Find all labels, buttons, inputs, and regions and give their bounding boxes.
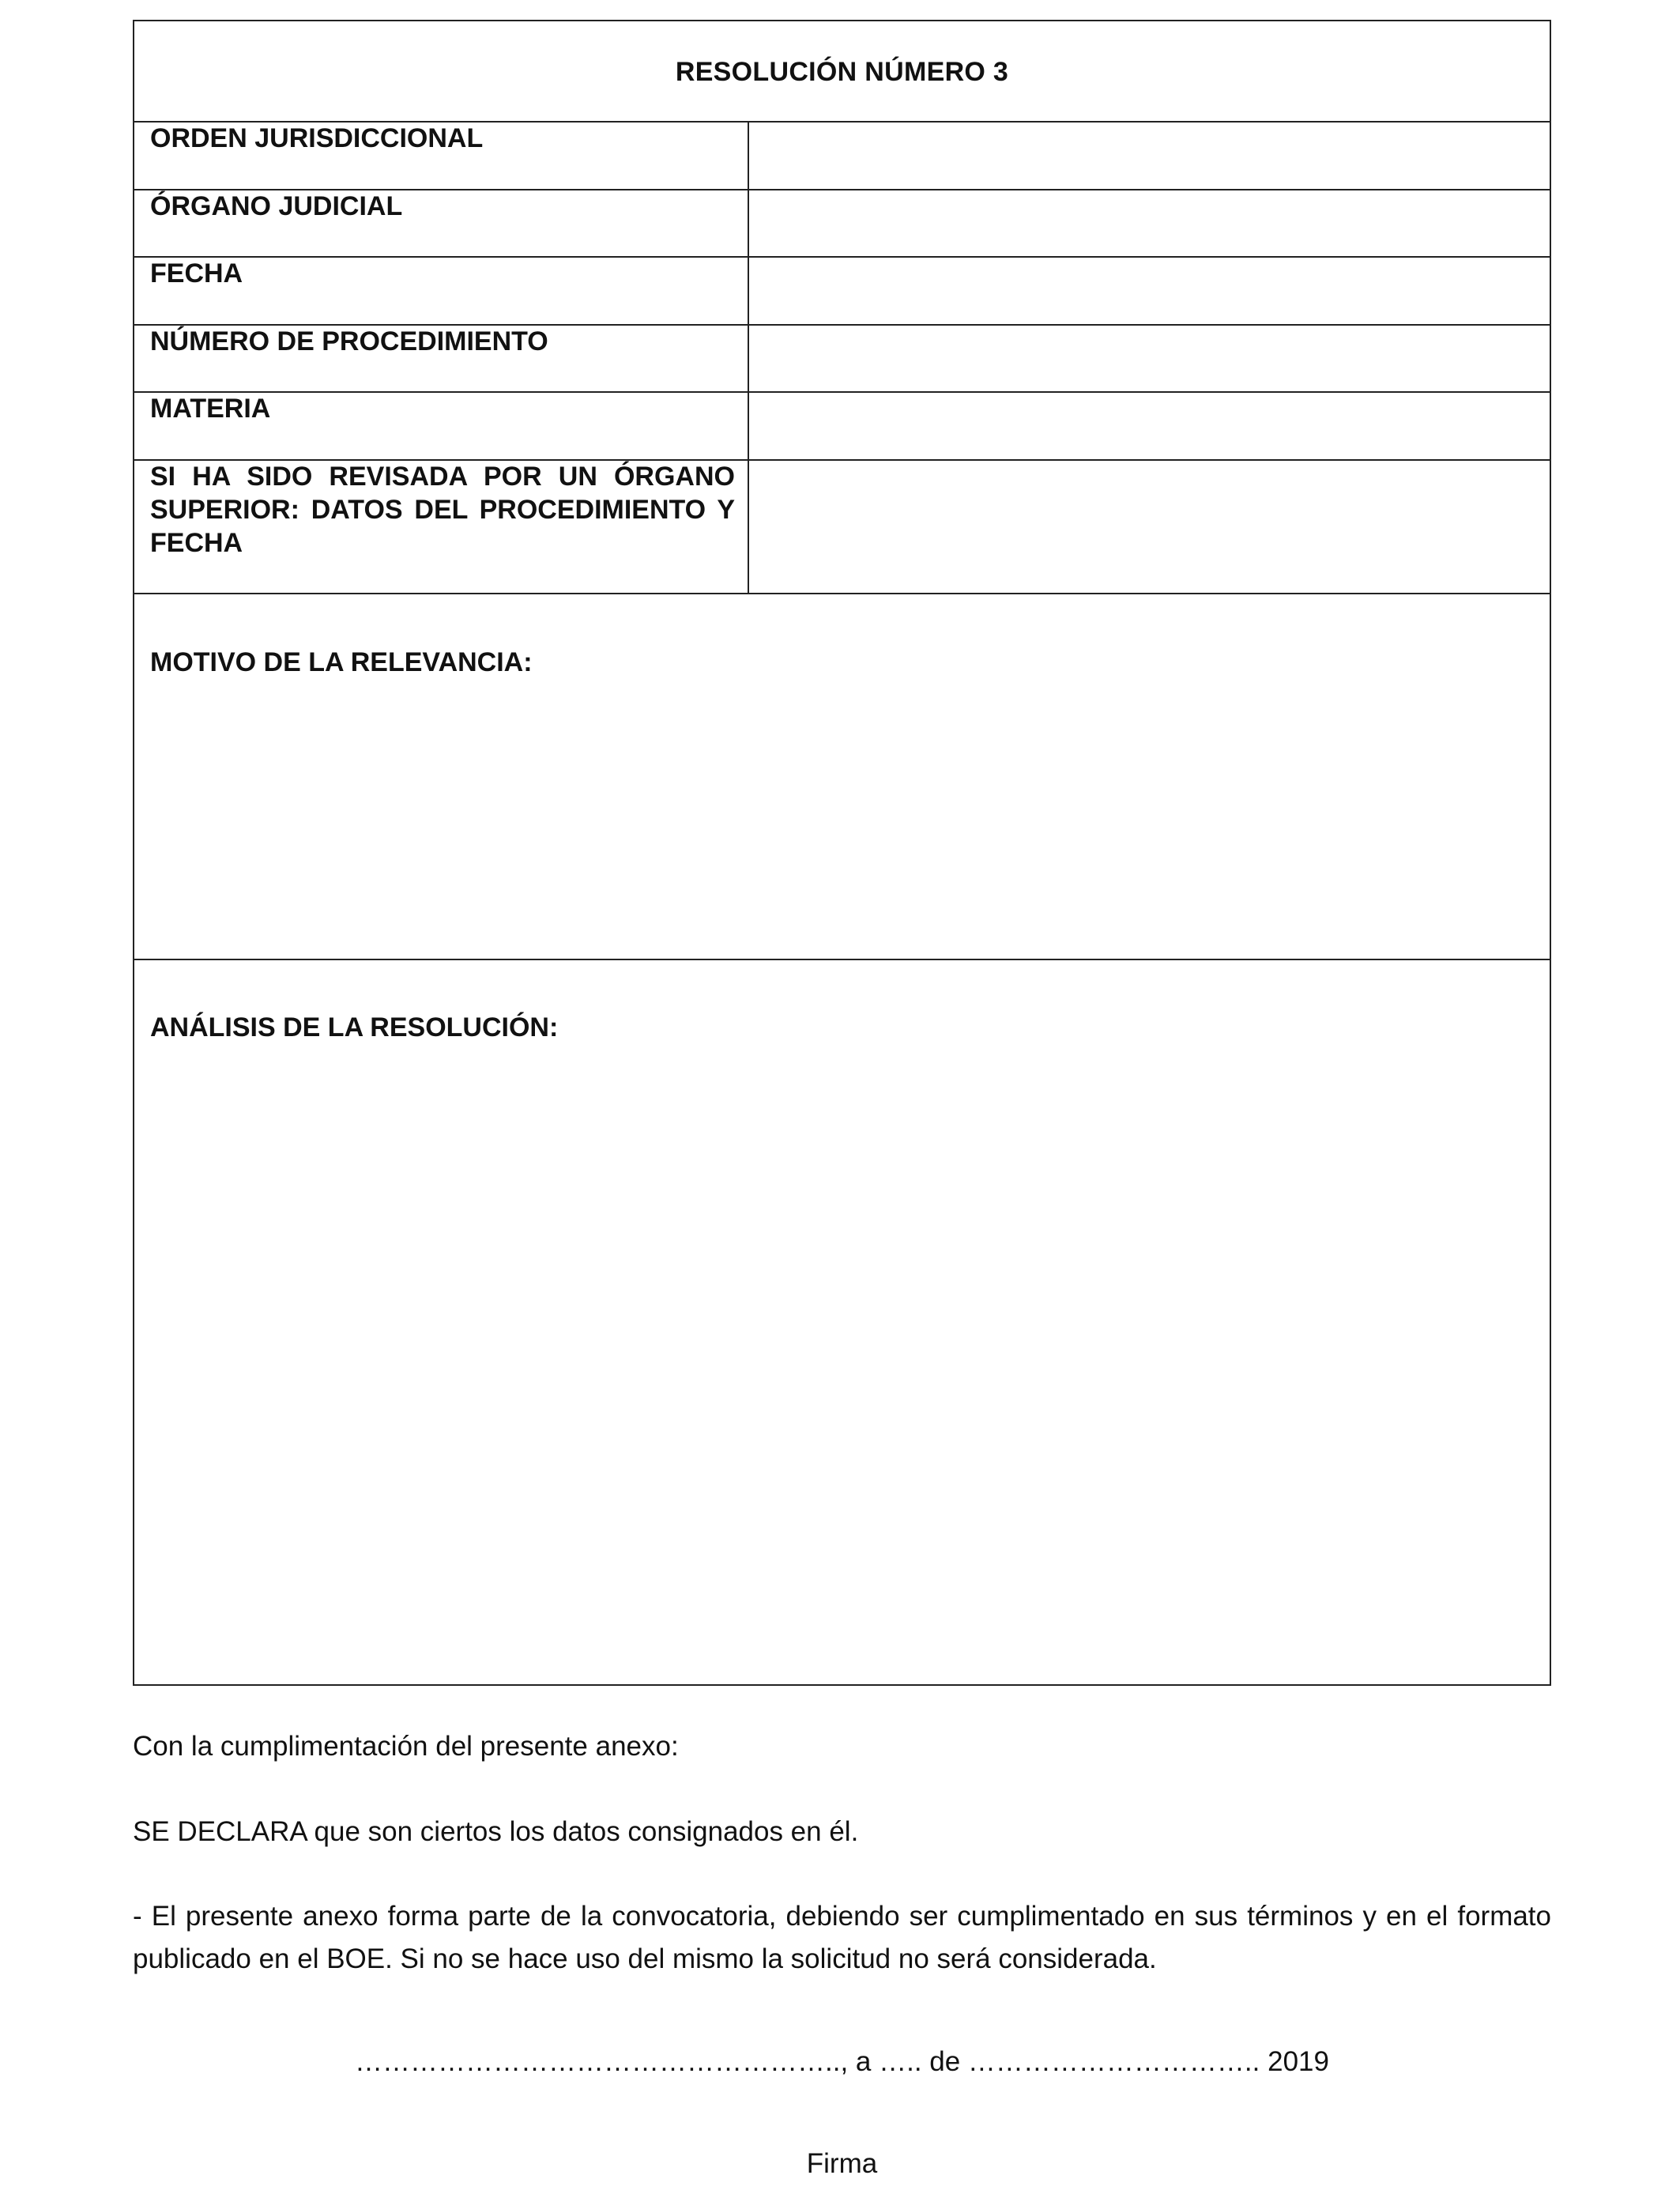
row-divider	[134, 593, 1550, 594]
field-label-numero-procedimiento: NÚMERO DE PROCEDIMIENTO	[150, 326, 548, 356]
form-title: RESOLUCIÓN NÚMERO 3	[675, 57, 1009, 87]
field-label-organo-judicial: ÓRGANO JUDICIAL	[150, 191, 403, 221]
field-value-materia[interactable]	[749, 393, 1551, 459]
field-label-orden-jurisdiccional: ORDEN JURISDICCIONAL	[150, 123, 484, 153]
signature-label: Firma	[806, 2148, 878, 2179]
declaration-intro: Con la cumplimentación del presente anexo:	[133, 1731, 679, 1762]
resolution-form-table	[133, 20, 1551, 1686]
field-value-orden-jurisdiccional[interactable]	[749, 123, 1551, 189]
field-value-revision-superior[interactable]	[749, 461, 1551, 593]
place-date-line: …………………………………………….., a ….. de ………………………….. 2019	[355, 2046, 1329, 2077]
field-value-organo-judicial[interactable]	[749, 190, 1551, 256]
row-divider	[134, 959, 1550, 960]
declaration-statement: SE DECLARA que son ciertos los datos consignados en él.	[133, 1816, 859, 1847]
motivo-relevancia-label: MOTIVO DE LA RELEVANCIA:	[150, 647, 533, 677]
field-label-materia: MATERIA	[150, 394, 271, 424]
analisis-resolucion-label: ANÁLISIS DE LA RESOLUCIÓN:	[150, 1012, 559, 1042]
field-value-numero-procedimiento[interactable]	[749, 326, 1551, 391]
field-label-fecha: FECHA	[150, 258, 243, 288]
declaration-note: - El presente anexo forma parte de la convocatoria, debiendo ser cumplimentado en sus términos y en el formato publicado en el BOE. Si no se hace uso del mismo la solicitud no será considerada.	[133, 1901, 1551, 1974]
field-label-revision-superior: SI HA SIDO REVISADA POR UN ÓRGANO SUPERIOR: DATOS DEL PROCEDIMIENTO Y FECHA	[150, 462, 735, 558]
field-value-fecha[interactable]	[749, 258, 1551, 324]
